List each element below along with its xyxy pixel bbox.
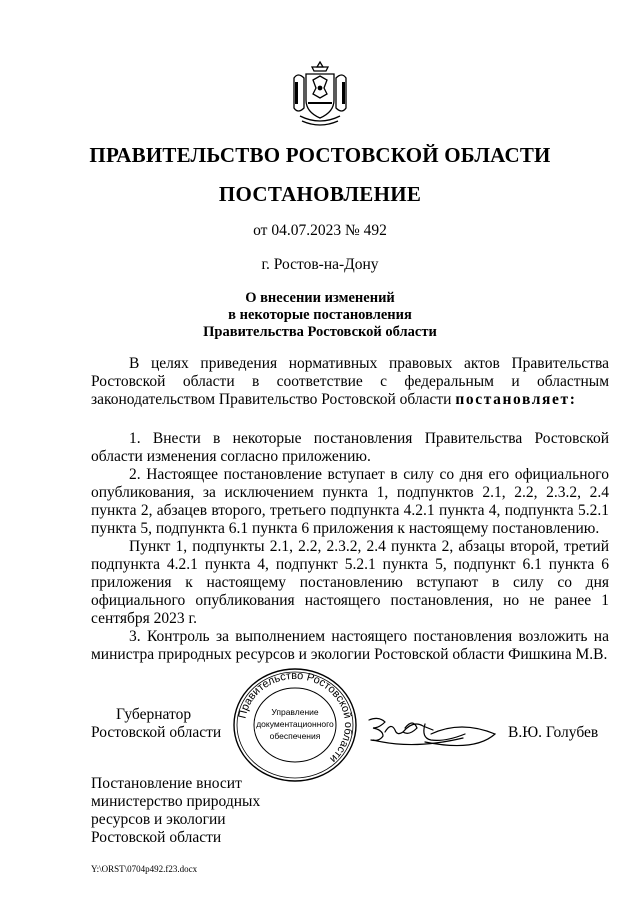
resolution-item: 2. Настоящее постановление вступает в силу со дня его официального опубликования, за исключением пункта 1, подпунктов 2.1, 2.2, 2.3.2, 2.4 пункта 2, абзацев второго, третьего подпункта 4.2.1 пункта 4, подпункта 5.2.1 пункта 5, подпункта 6.1 пункта 6 приложения к настоящему постановлению. [91, 466, 609, 537]
stamp-center-line: Управление [271, 707, 319, 717]
document-subject [0, 290, 640, 341]
resolution-item: 1. Внести в некоторые постановления Правительства Ростовской области изменения согласно приложению. [91, 430, 609, 465]
subject-line: Правительства Ростовской области [203, 324, 437, 340]
stamp-center-line: документационного [256, 719, 334, 729]
document-city: г. Ростов-на-Дону [261, 256, 379, 273]
note-line: Постановление вносит [91, 775, 242, 792]
preamble-paragraph [91, 355, 609, 409]
position-line: Губернатор [116, 706, 192, 723]
stamp-center-line: обеспечения [269, 731, 321, 741]
file-path: Y:\ORST\0704p492.f23.docx [91, 864, 198, 874]
preamble-emphasis: постановляет: [455, 391, 577, 408]
handwritten-signature [365, 712, 500, 754]
stamp-ring-text: Правительство Ростовской области [236, 669, 355, 765]
signatory-name: В.Ю. Голубев [508, 724, 599, 741]
resolution-items [91, 430, 609, 664]
note-line: ресурсов и экологии [91, 811, 226, 828]
resolution-item: Пункт 1, подпункты 2.1, 2.2, 2.3.2, 2.4 пункта 2, абзацы второй, третий подпункта 4.2.1 пункта 4, подпункт 5.2.1 пункта 5, подпункт 6.1 пункта 6 приложения к настоящему постановлению вступают в силу со дня официального опубликования настоящего постановления, но не ранее 1 сентября 2023 г. [91, 538, 609, 627]
official-stamp [230, 665, 360, 785]
coat-of-arms-icon [290, 58, 350, 128]
document-date-number: от 04.07.2023 № 492 [253, 222, 387, 239]
subject-line: О внесении изменений [245, 290, 395, 306]
subject-line: в некоторые постановления [228, 307, 412, 323]
organization-title: ПРАВИТЕЛЬСТВО РОСТОВСКОЙ ОБЛАСТИ [89, 143, 551, 167]
note-line: Ростовской области [91, 829, 222, 846]
position-line: Ростовской области [91, 724, 222, 741]
preamble-text: В целях приведения нормативных правовых актов Правительства Ростовской области в соответствие с федеральным и областным законодательством Правительство Ростовской области [91, 355, 609, 408]
resolution-item: 3. Контроль за выполнением настоящего постановления возложить на министра природных ресурсов и экологии Ростовской области Фишкина М.В. [91, 628, 609, 663]
signatory-position [91, 706, 221, 742]
document-type: ПОСТАНОВЛЕНИЕ [218, 182, 422, 206]
preamble [91, 355, 609, 409]
note-line: министерство природных [91, 793, 261, 810]
submitted-by-note [91, 775, 260, 847]
